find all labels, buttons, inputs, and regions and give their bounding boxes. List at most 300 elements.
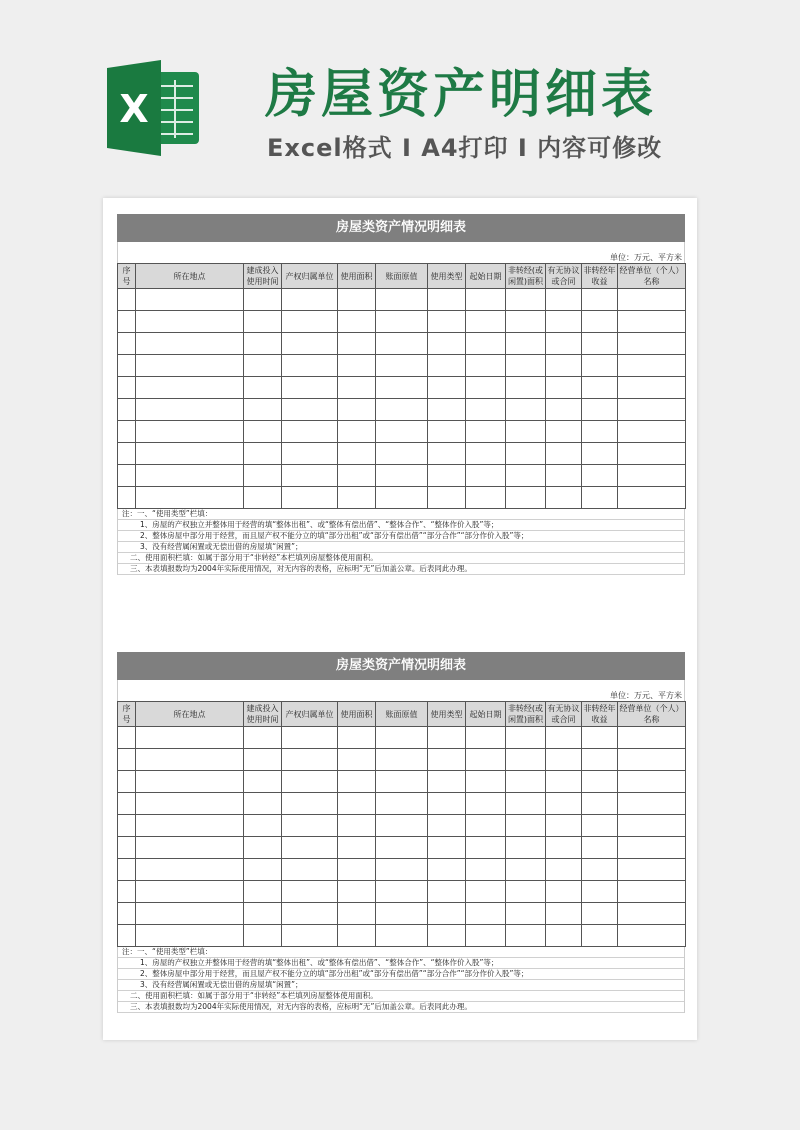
table-row: [118, 837, 686, 859]
table-cell[interactable]: [546, 771, 582, 793]
table-cell[interactable]: [136, 771, 244, 793]
table-cell[interactable]: [618, 465, 686, 487]
table-cell[interactable]: [428, 333, 466, 355]
table-cell[interactable]: [118, 443, 136, 465]
table-cell[interactable]: [428, 793, 466, 815]
table-cell[interactable]: [118, 311, 136, 333]
table-cell[interactable]: [506, 355, 546, 377]
table-cell[interactable]: [118, 333, 136, 355]
table-cell[interactable]: [506, 421, 546, 443]
table-row: [118, 749, 686, 771]
table-cell[interactable]: [428, 465, 466, 487]
table-cell[interactable]: [618, 903, 686, 925]
table-row: [118, 311, 686, 333]
table-cell[interactable]: [376, 311, 428, 333]
table-cell[interactable]: [376, 881, 428, 903]
table-cell[interactable]: [428, 487, 466, 509]
table-header-row: [118, 702, 686, 727]
table-cell[interactable]: [582, 421, 618, 443]
table-cell[interactable]: [136, 421, 244, 443]
table-cell[interactable]: [546, 421, 582, 443]
table-cell[interactable]: [282, 903, 338, 925]
table-cell[interactable]: [118, 289, 136, 311]
table-cell[interactable]: [282, 421, 338, 443]
table-cell[interactable]: [466, 333, 506, 355]
table-cell[interactable]: [582, 289, 618, 311]
table-cell[interactable]: [466, 925, 506, 947]
table-cell[interactable]: [428, 289, 466, 311]
table-cell[interactable]: [376, 443, 428, 465]
table-cell[interactable]: [282, 815, 338, 837]
table-cell[interactable]: [506, 727, 546, 749]
table-cell[interactable]: [282, 771, 338, 793]
table-cell[interactable]: [618, 925, 686, 947]
table-cell[interactable]: [618, 749, 686, 771]
table-cell[interactable]: [428, 421, 466, 443]
table-cell[interactable]: [428, 727, 466, 749]
table-cell[interactable]: [506, 749, 546, 771]
table-cell[interactable]: [282, 487, 338, 509]
table-cell[interactable]: [338, 289, 376, 311]
table-cell[interactable]: [282, 465, 338, 487]
table-cell[interactable]: [546, 749, 582, 771]
table-cell[interactable]: [338, 881, 376, 903]
table-row: [118, 925, 686, 947]
table-cell[interactable]: [618, 311, 686, 333]
table-row: [118, 333, 686, 355]
column-header: 使用类型: [428, 702, 466, 727]
table-cell[interactable]: [118, 903, 136, 925]
table-cell[interactable]: [546, 355, 582, 377]
table-cell[interactable]: [376, 333, 428, 355]
table-cell[interactable]: [376, 289, 428, 311]
table-cell[interactable]: [506, 793, 546, 815]
table-cell[interactable]: [282, 311, 338, 333]
table-cell[interactable]: [582, 311, 618, 333]
table-cell[interactable]: [618, 771, 686, 793]
table-cell[interactable]: [546, 793, 582, 815]
table-cell[interactable]: [118, 793, 136, 815]
table-cell[interactable]: [136, 815, 244, 837]
unit-label: 单位：万元、平方米: [117, 252, 685, 263]
table-cell[interactable]: [428, 837, 466, 859]
table-cell[interactable]: [618, 727, 686, 749]
table-cell[interactable]: [546, 727, 582, 749]
table-cell[interactable]: [466, 311, 506, 333]
table-cell[interactable]: [428, 771, 466, 793]
table-cell[interactable]: [136, 727, 244, 749]
excel-logo-icon: [103, 58, 203, 158]
table-cell[interactable]: [546, 399, 582, 421]
table-cell[interactable]: [428, 311, 466, 333]
table-cell[interactable]: [506, 289, 546, 311]
table-cell[interactable]: [546, 859, 582, 881]
column-header: 使用类型: [428, 264, 466, 289]
table-cell[interactable]: [136, 881, 244, 903]
table-cell[interactable]: [136, 355, 244, 377]
table-cell[interactable]: [506, 903, 546, 925]
table-row: [118, 859, 686, 881]
table-cell[interactable]: [244, 903, 282, 925]
table-cell[interactable]: [546, 443, 582, 465]
table-row: [118, 443, 686, 465]
table-cell[interactable]: [466, 815, 506, 837]
table-cell[interactable]: [466, 903, 506, 925]
table-cell[interactable]: [376, 421, 428, 443]
column-header: 起始日期: [466, 702, 506, 727]
table-cell[interactable]: [338, 377, 376, 399]
table-cell[interactable]: [506, 333, 546, 355]
table-cell[interactable]: [244, 837, 282, 859]
table-cell[interactable]: [466, 487, 506, 509]
note-line: 三、本表填报数均为2004年实际使用情况，对无内容的表格，应标明“无”后加盖公章。后表同此办理。: [118, 564, 684, 575]
table-cell[interactable]: [338, 443, 376, 465]
table-cell[interactable]: [282, 793, 338, 815]
table-cell[interactable]: [136, 399, 244, 421]
table-cell[interactable]: [136, 465, 244, 487]
table-cell[interactable]: [506, 377, 546, 399]
table-cell[interactable]: [466, 837, 506, 859]
table-cell[interactable]: [244, 881, 282, 903]
table-cell[interactable]: [506, 815, 546, 837]
note-line: 注：一、“使用类型”栏填：: [118, 947, 684, 958]
table-cell[interactable]: [118, 837, 136, 859]
column-header: 产权归属单位: [282, 702, 338, 727]
table-cell[interactable]: [466, 881, 506, 903]
table-cell[interactable]: [618, 377, 686, 399]
table-cell[interactable]: [118, 399, 136, 421]
table-cell[interactable]: [618, 421, 686, 443]
table-cell[interactable]: [136, 333, 244, 355]
note-line: 1、房屋的产权独立并整体用于经营的填“整体出租”、或“整体有偿出借”、“整体合作”、“整体作价入股”等；: [118, 520, 684, 531]
logo-letter: X: [119, 87, 149, 131]
table-cell[interactable]: [118, 727, 136, 749]
table-cell[interactable]: [244, 925, 282, 947]
table-cell[interactable]: [466, 355, 506, 377]
table-cell[interactable]: [118, 859, 136, 881]
table-row: [118, 881, 686, 903]
table-cell[interactable]: [582, 443, 618, 465]
table-cell[interactable]: [376, 903, 428, 925]
page-subtitle: Excel格式 I A4打印 I 内容可修改: [267, 134, 663, 162]
table-cell[interactable]: [244, 333, 282, 355]
table-cell[interactable]: [466, 465, 506, 487]
column-header: 产权归属单位: [282, 264, 338, 289]
header: [0, 0, 800, 190]
table-cell[interactable]: [244, 727, 282, 749]
table-cell[interactable]: [466, 289, 506, 311]
table-cell[interactable]: [466, 399, 506, 421]
table-cell[interactable]: [428, 443, 466, 465]
table-cell[interactable]: [618, 837, 686, 859]
table-cell[interactable]: [136, 749, 244, 771]
table-cell[interactable]: [466, 421, 506, 443]
table-cell[interactable]: [376, 355, 428, 377]
table-cell[interactable]: [282, 333, 338, 355]
table-cell[interactable]: [546, 487, 582, 509]
table-cell[interactable]: [546, 881, 582, 903]
table-cell[interactable]: [618, 399, 686, 421]
table-cell[interactable]: [282, 289, 338, 311]
table-cell[interactable]: [546, 377, 582, 399]
table-cell[interactable]: [428, 749, 466, 771]
table-row: [118, 465, 686, 487]
table-cell[interactable]: [376, 727, 428, 749]
table-cell[interactable]: [118, 815, 136, 837]
table-cell[interactable]: [582, 487, 618, 509]
table-cell[interactable]: [118, 749, 136, 771]
table-cell[interactable]: [338, 925, 376, 947]
table-cell[interactable]: [376, 815, 428, 837]
asset-table-sheet: [117, 214, 685, 575]
table-cell[interactable]: [582, 771, 618, 793]
table-cell[interactable]: [506, 443, 546, 465]
table-cell[interactable]: [338, 487, 376, 509]
note-line: 2、整体房屋中部分用于经营，而且屋产权不能分立的填“部分出租”或“部分有偿出借”“部分合作”“部分作价入股”等；: [118, 969, 684, 980]
table-cell[interactable]: [506, 837, 546, 859]
table-cell[interactable]: [136, 487, 244, 509]
table-cell[interactable]: [546, 311, 582, 333]
note-line: 2、整体房屋中部分用于经营，而且屋产权不能分立的填“部分出租”或“部分有偿出借”“部分合作”“部分作价入股”等；: [118, 531, 684, 542]
table-cell[interactable]: [338, 333, 376, 355]
table-cell[interactable]: [466, 793, 506, 815]
column-header: 账面原值: [376, 264, 428, 289]
table-cell[interactable]: [466, 749, 506, 771]
table-cell[interactable]: [244, 399, 282, 421]
table-cell[interactable]: [506, 487, 546, 509]
column-header: 有无协议或合同: [546, 264, 582, 289]
table-row: [118, 377, 686, 399]
table-cell[interactable]: [136, 793, 244, 815]
table-row: [118, 421, 686, 443]
table-cell[interactable]: [466, 727, 506, 749]
table-cell[interactable]: [338, 399, 376, 421]
table-cell[interactable]: [338, 421, 376, 443]
table-cell[interactable]: [282, 355, 338, 377]
table-row: [118, 289, 686, 311]
table-cell[interactable]: [428, 377, 466, 399]
column-header: 经营单位（个人）名称: [618, 702, 686, 727]
table-cell[interactable]: [244, 771, 282, 793]
table-cell[interactable]: [338, 465, 376, 487]
table-cell[interactable]: [282, 925, 338, 947]
column-header: 序号: [118, 702, 136, 727]
table-cell[interactable]: [282, 443, 338, 465]
table-cell[interactable]: [618, 881, 686, 903]
table-cell[interactable]: [582, 465, 618, 487]
table-cell[interactable]: [338, 749, 376, 771]
table-cell[interactable]: [582, 925, 618, 947]
table-cell[interactable]: [136, 903, 244, 925]
table-row: [118, 793, 686, 815]
table-cell[interactable]: [282, 859, 338, 881]
table-cell[interactable]: [428, 859, 466, 881]
table-cell[interactable]: [618, 815, 686, 837]
table-cell[interactable]: [582, 355, 618, 377]
table-cell[interactable]: [118, 465, 136, 487]
table-cell[interactable]: [244, 749, 282, 771]
table-cell[interactable]: [136, 443, 244, 465]
table-cell[interactable]: [244, 859, 282, 881]
paper-sheet: [103, 198, 697, 1040]
table-cell[interactable]: [506, 881, 546, 903]
table-cell[interactable]: [338, 771, 376, 793]
table-cell[interactable]: [582, 333, 618, 355]
table-row: [118, 399, 686, 421]
table-cell[interactable]: [338, 837, 376, 859]
table-cell[interactable]: [338, 311, 376, 333]
note-line: 二、使用面积栏填：如属于部分用于“非转经”本栏填列房屋整体使用面积。: [118, 991, 684, 1002]
table-cell[interactable]: [282, 377, 338, 399]
column-header: 有无协议或合同: [546, 702, 582, 727]
table-cell[interactable]: [118, 881, 136, 903]
table-cell[interactable]: [282, 837, 338, 859]
table-cell[interactable]: [244, 355, 282, 377]
table-cell[interactable]: [376, 399, 428, 421]
table-cell[interactable]: [506, 859, 546, 881]
table-cell[interactable]: [376, 925, 428, 947]
table-cell[interactable]: [282, 399, 338, 421]
table-cell[interactable]: [244, 377, 282, 399]
table-cell[interactable]: [466, 443, 506, 465]
table-cell[interactable]: [376, 771, 428, 793]
table-cell[interactable]: [282, 881, 338, 903]
table-cell[interactable]: [546, 333, 582, 355]
table-cell[interactable]: [118, 487, 136, 509]
table-cell[interactable]: [376, 465, 428, 487]
table-cell[interactable]: [506, 465, 546, 487]
table-cell[interactable]: [376, 377, 428, 399]
table-cell[interactable]: [582, 749, 618, 771]
table-cell[interactable]: [506, 311, 546, 333]
table-row: [118, 903, 686, 925]
note-line: 1、房屋的产权独立并整体用于经营的填“整体出租”、或“整体有偿出借”、“整体合作”、“整体作价入股”等；: [118, 958, 684, 969]
table-cell[interactable]: [136, 925, 244, 947]
table-cell[interactable]: [428, 399, 466, 421]
table-cell[interactable]: [582, 815, 618, 837]
table-cell[interactable]: [506, 925, 546, 947]
table-cell[interactable]: [136, 289, 244, 311]
column-header: 非转经年收益: [582, 702, 618, 727]
column-header: 所在地点: [136, 264, 244, 289]
table-cell[interactable]: [546, 815, 582, 837]
table-cell[interactable]: [428, 355, 466, 377]
table-cell[interactable]: [428, 903, 466, 925]
table-cell[interactable]: [244, 421, 282, 443]
table-cell[interactable]: [376, 749, 428, 771]
table-cell[interactable]: [244, 487, 282, 509]
table-cell[interactable]: [118, 771, 136, 793]
table-cell[interactable]: [338, 815, 376, 837]
table-cell[interactable]: [118, 355, 136, 377]
table-cell[interactable]: [338, 859, 376, 881]
table-cell[interactable]: [118, 421, 136, 443]
table-cell[interactable]: [618, 355, 686, 377]
table-cell[interactable]: [244, 793, 282, 815]
table-cell[interactable]: [376, 837, 428, 859]
table-cell[interactable]: [546, 925, 582, 947]
table-cell[interactable]: [136, 377, 244, 399]
table-row: [118, 727, 686, 749]
table-cell[interactable]: [582, 903, 618, 925]
table-cell[interactable]: [118, 925, 136, 947]
column-header: 所在地点: [136, 702, 244, 727]
column-header: 建成投入使用时间: [244, 264, 282, 289]
table-cell[interactable]: [428, 881, 466, 903]
table-cell[interactable]: [338, 903, 376, 925]
table-cell[interactable]: [582, 881, 618, 903]
table-cell[interactable]: [618, 333, 686, 355]
table-cell[interactable]: [244, 311, 282, 333]
table-row: [118, 771, 686, 793]
table-header-row: [118, 264, 686, 289]
table-cell[interactable]: [582, 399, 618, 421]
table-cell[interactable]: [376, 859, 428, 881]
table-cell[interactable]: [244, 443, 282, 465]
table-cell[interactable]: [376, 487, 428, 509]
table-cell[interactable]: [582, 727, 618, 749]
table-cell[interactable]: [618, 443, 686, 465]
table-cell[interactable]: [618, 487, 686, 509]
table-cell[interactable]: [136, 837, 244, 859]
table-cell[interactable]: [618, 793, 686, 815]
column-header: 建成投入使用时间: [244, 702, 282, 727]
table-cell[interactable]: [466, 859, 506, 881]
table-cell[interactable]: [546, 289, 582, 311]
table-cell[interactable]: [282, 727, 338, 749]
table-cell[interactable]: [338, 727, 376, 749]
asset-table-sheet: [117, 652, 685, 1013]
table-cell[interactable]: [618, 859, 686, 881]
table-cell[interactable]: [546, 837, 582, 859]
table-cell[interactable]: [582, 859, 618, 881]
table-cell[interactable]: [582, 793, 618, 815]
table-cell[interactable]: [546, 465, 582, 487]
column-header: 起始日期: [466, 264, 506, 289]
table-cell[interactable]: [506, 771, 546, 793]
table-cell[interactable]: [118, 377, 136, 399]
table-cell[interactable]: [428, 815, 466, 837]
sheet-title: 房屋类资产情况明细表: [117, 214, 685, 242]
table-cell[interactable]: [136, 859, 244, 881]
table-cell[interactable]: [582, 837, 618, 859]
notes-section: [117, 509, 685, 575]
table-cell[interactable]: [136, 311, 244, 333]
table-cell[interactable]: [244, 815, 282, 837]
table-cell[interactable]: [546, 903, 582, 925]
table-row: [118, 487, 686, 509]
note-line: 3、没有经营属闲置或无偿出借的房屋填“闲置”；: [118, 542, 684, 553]
table-cell[interactable]: [618, 289, 686, 311]
table-cell[interactable]: [466, 771, 506, 793]
table-cell[interactable]: [428, 925, 466, 947]
table-cell[interactable]: [338, 793, 376, 815]
table-row: [118, 815, 686, 837]
table-cell[interactable]: [582, 377, 618, 399]
table-cell[interactable]: [244, 289, 282, 311]
table-cell[interactable]: [338, 355, 376, 377]
table-cell[interactable]: [282, 749, 338, 771]
table-cell[interactable]: [244, 465, 282, 487]
table-cell[interactable]: [506, 399, 546, 421]
table-cell[interactable]: [466, 377, 506, 399]
notes-section: [117, 947, 685, 1013]
table-cell[interactable]: [376, 793, 428, 815]
spacer-row: [117, 242, 685, 252]
spacer-row: [117, 680, 685, 690]
column-header: 使用面积: [338, 702, 376, 727]
page-title: 房屋资产明细表: [265, 65, 658, 125]
